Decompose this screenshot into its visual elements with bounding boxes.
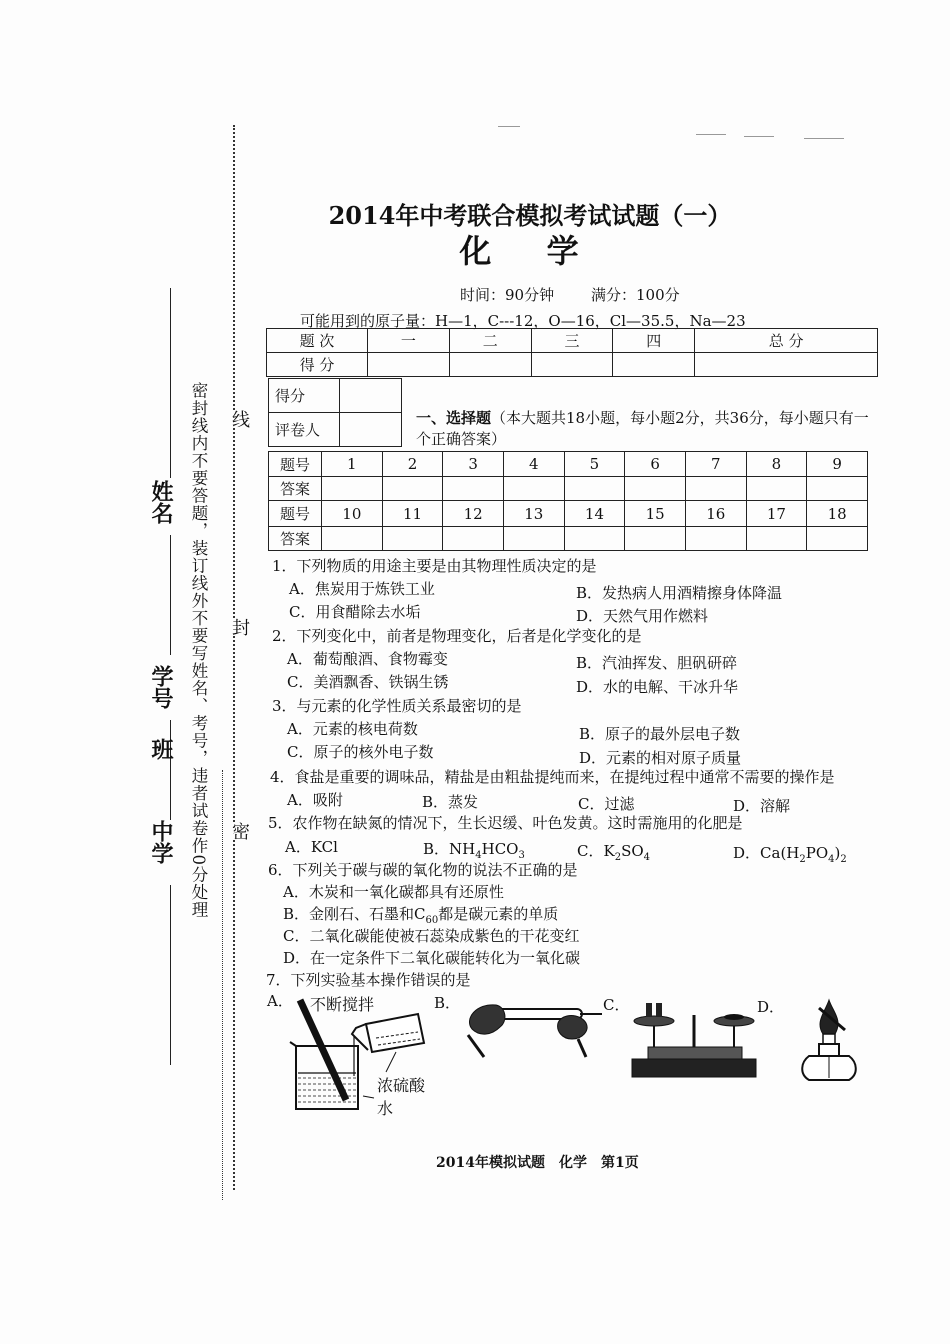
figure-a-label-water: 水 bbox=[377, 1099, 394, 1118]
question-1-option-d: D．天然气用作燃料 bbox=[576, 607, 709, 625]
question-2-option-c: C．美酒飘香、铁锅生锈 bbox=[287, 673, 449, 691]
question-1-stem: 1．下列物质的用途主要是由其物理性质决定的是 bbox=[272, 557, 597, 575]
balance-left-pan bbox=[634, 1016, 674, 1026]
q5-d-sub: 2 bbox=[840, 854, 847, 865]
question-6-option-a: A．木炭和一氧化碳都具有还原性 bbox=[283, 883, 504, 901]
question-7-option-a: A． bbox=[267, 992, 293, 1010]
answer-num: 15 bbox=[625, 501, 686, 527]
answer-cell[interactable] bbox=[807, 527, 868, 551]
question-3-option-a: A．元素的核电荷数 bbox=[287, 720, 418, 738]
q5-b-part: B．NH bbox=[423, 840, 476, 858]
question-7-option-b: B． bbox=[434, 994, 461, 1012]
balance-base bbox=[632, 1059, 756, 1077]
answer-cell[interactable] bbox=[564, 477, 625, 501]
answer-cell[interactable] bbox=[746, 527, 807, 551]
q5-d-part: D．Ca(H bbox=[733, 844, 800, 862]
acid-bottle bbox=[366, 1014, 424, 1052]
exam-time: 时间：90分钟 bbox=[460, 286, 555, 304]
answer-num: 6 bbox=[625, 452, 686, 477]
answer-num: 10 bbox=[322, 501, 383, 527]
answer-cell[interactable] bbox=[807, 477, 868, 501]
field-school-label: 中学 bbox=[148, 820, 174, 864]
q5-b-sub: 3 bbox=[518, 850, 525, 861]
scan-mark bbox=[804, 138, 844, 139]
class-blank bbox=[170, 720, 171, 820]
question-2-option-a: A．葡萄酿酒、食物霉变 bbox=[287, 650, 448, 668]
seal-mark-mi: 密 bbox=[226, 822, 252, 840]
question-4-option-a: A．吸附 bbox=[287, 791, 343, 809]
answer-num-label: 题号 bbox=[269, 452, 322, 477]
exam-title: 2014年中考联合模拟考试试题（一） bbox=[328, 201, 732, 230]
question-2-option-b: B．汽油挥发、胆矾研碎 bbox=[576, 654, 738, 672]
q5-c-sub: 4 bbox=[643, 852, 651, 863]
score-table bbox=[266, 328, 878, 377]
figure-c-balance bbox=[630, 995, 760, 1080]
scan-mark bbox=[696, 134, 726, 135]
atomic-masses: 可能用到的原子量：H—1，C---12，O—16，Cl—35.5，Na—23 bbox=[300, 312, 746, 330]
answer-cell[interactable] bbox=[685, 477, 746, 501]
q6-b-part: 都是碳元素的单质 bbox=[438, 905, 559, 923]
section1-heading bbox=[416, 408, 878, 450]
score-table-row-label: 得 分 bbox=[267, 353, 368, 377]
answer-num: 9 bbox=[807, 452, 868, 477]
right-hand-icon bbox=[558, 1016, 587, 1040]
answer-cell[interactable] bbox=[564, 527, 625, 551]
answer-cell[interactable] bbox=[685, 527, 746, 551]
answer-cell[interactable] bbox=[382, 477, 443, 501]
answer-num: 14 bbox=[564, 501, 625, 527]
answer-cell[interactable] bbox=[382, 527, 443, 551]
answer-num: 7 bbox=[685, 452, 746, 477]
question-6-option-d: D．在一定条件下二氧化碳能转化为一氧化碳 bbox=[283, 949, 581, 967]
answer-num: 1 bbox=[322, 452, 383, 477]
question-1-option-a: A．焦炭用于炼铁工业 bbox=[289, 580, 435, 598]
grader-score-label: 得分 bbox=[269, 379, 340, 413]
score-cell[interactable] bbox=[695, 353, 878, 377]
left-hand-icon bbox=[469, 1005, 504, 1034]
answer-cell[interactable] bbox=[443, 527, 504, 551]
question-6-stem: 6．下列关于碳与碳的氧化物的说法不正确的是 bbox=[268, 861, 578, 879]
seal-mark-feng: 封 bbox=[226, 618, 252, 636]
answer-cell[interactable] bbox=[625, 527, 686, 551]
figure-b-test-tube bbox=[462, 995, 612, 1065]
q5-d-sub: 4 bbox=[828, 854, 835, 865]
score-cell[interactable] bbox=[368, 353, 450, 377]
score-col-1: 一 bbox=[368, 329, 450, 353]
answer-cell[interactable] bbox=[625, 477, 686, 501]
answer-num: 17 bbox=[746, 501, 807, 527]
figure-d-alcohol-lamp bbox=[795, 1000, 865, 1085]
grader-name-label: 评卷人 bbox=[269, 413, 340, 447]
figure-a-label-stir: 不断搅拌 bbox=[310, 995, 375, 1014]
score-col-2: 二 bbox=[449, 329, 531, 353]
scan-mark bbox=[498, 126, 520, 127]
answer-num: 8 bbox=[746, 452, 807, 477]
answer-cell[interactable] bbox=[503, 527, 564, 551]
section1-heading-rest: （本大题共18小题，每小题2分，共36分，每小题只有一个正确答案） bbox=[416, 409, 869, 448]
q5-c-part: C．K bbox=[577, 842, 615, 860]
answer-num: 18 bbox=[807, 501, 868, 527]
grader-name-cell[interactable] bbox=[340, 413, 402, 447]
question-5-option-c bbox=[577, 840, 650, 863]
question-2-option-d: D．水的电解、干冰升华 bbox=[576, 678, 739, 696]
name-blank bbox=[170, 288, 171, 478]
answer-num: 2 bbox=[382, 452, 443, 477]
question-4-option-d: D．溶解 bbox=[733, 797, 791, 815]
answer-num-label: 题号 bbox=[269, 501, 322, 527]
answer-num: 5 bbox=[564, 452, 625, 477]
answer-label: 答案 bbox=[269, 527, 322, 551]
q5-d-sub: 2 bbox=[799, 854, 806, 865]
question-7-stem: 7．下列实验基本操作错误的是 bbox=[266, 971, 471, 989]
score-col-3: 三 bbox=[531, 329, 613, 353]
answer-cell[interactable] bbox=[322, 477, 383, 501]
field-student-no-label: 学号 bbox=[148, 665, 174, 709]
answer-num: 11 bbox=[382, 501, 443, 527]
glass-rod bbox=[300, 1000, 346, 1100]
score-table-row-label: 题 次 bbox=[267, 329, 368, 353]
answer-cell[interactable] bbox=[322, 527, 383, 551]
question-2-stem: 2．下列变化中，前者是物理变化，后者是化学变化的是 bbox=[272, 627, 642, 645]
q5-d-part: ) bbox=[834, 844, 841, 862]
answer-grid bbox=[268, 451, 868, 551]
student-no-blank bbox=[170, 535, 171, 655]
question-7-option-d: D． bbox=[757, 998, 785, 1016]
question-1-option-b: B．发热病人用酒精擦身体降温 bbox=[576, 584, 783, 602]
question-5-stem: 5．农作物在缺氮的情况下，生长迟缓、叶色发黄。这时需施用的化肥是 bbox=[268, 814, 743, 832]
school-blank bbox=[170, 885, 171, 1065]
question-4-stem: 4．食盐是重要的调味品，精盐是由粗盐提纯而来，在提纯过程中通常不需要的操作是 bbox=[270, 768, 835, 786]
question-3-option-b: B．原子的最外层电子数 bbox=[579, 725, 741, 743]
q5-c-sub: 2 bbox=[614, 852, 622, 863]
answer-label: 答案 bbox=[269, 477, 322, 501]
section1-heading-bold: 一、选择题 bbox=[416, 409, 492, 427]
question-3-option-d: D．元素的相对原子质量 bbox=[579, 749, 742, 767]
q6-b-sub: 60 bbox=[425, 915, 439, 926]
answer-num: 3 bbox=[443, 452, 504, 477]
question-3-option-c: C．原子的核外电子数 bbox=[287, 743, 434, 761]
q5-d-part: PO bbox=[805, 844, 829, 862]
question-5-option-a: A．KCl bbox=[285, 838, 338, 856]
question-3-stem: 3．与元素的化学性质关系最密切的是 bbox=[272, 697, 522, 715]
question-1-option-c: C．用食醋除去水垢 bbox=[289, 603, 421, 621]
answer-num: 4 bbox=[503, 452, 564, 477]
answer-cell[interactable] bbox=[746, 477, 807, 501]
q6-b-part: B．金刚石、石墨和C bbox=[283, 905, 426, 923]
q5-c-part: SO bbox=[621, 842, 644, 860]
subject-title: 化 学 bbox=[459, 232, 601, 270]
question-5-option-d bbox=[733, 842, 847, 865]
field-name-label: 姓名 bbox=[148, 480, 174, 524]
page-footer: 2014年模拟试题 化学 第1页 bbox=[436, 1155, 639, 1171]
answer-cell[interactable] bbox=[443, 477, 504, 501]
grader-box bbox=[268, 378, 402, 447]
score-cell[interactable] bbox=[531, 353, 613, 377]
score-cell[interactable] bbox=[613, 353, 695, 377]
full-score: 满分：100分 bbox=[591, 286, 680, 304]
question-4-option-c: C．过滤 bbox=[578, 795, 635, 813]
score-col-total: 总 分 bbox=[695, 329, 878, 353]
question-6-option-c: C．二氧化碳能使被石蕊染成紫色的干花变红 bbox=[283, 927, 580, 945]
score-col-4: 四 bbox=[613, 329, 695, 353]
q5-b-part: HCO bbox=[481, 840, 519, 858]
seal-mark-xian: 线 bbox=[226, 410, 252, 428]
answer-cell[interactable] bbox=[503, 477, 564, 501]
question-4-option-b: B．蒸发 bbox=[422, 793, 479, 811]
binding-dotted-line-outer bbox=[222, 770, 223, 1200]
score-cell[interactable] bbox=[449, 353, 531, 377]
question-6-option-b bbox=[283, 903, 558, 926]
figure-a-label-acid: 浓硫酸 bbox=[377, 1076, 426, 1095]
question-7-option-c: C． bbox=[603, 996, 630, 1014]
grader-score-cell[interactable] bbox=[340, 379, 402, 413]
field-class-label: 班 bbox=[148, 738, 174, 760]
question-5-option-b bbox=[423, 838, 525, 861]
answer-num: 12 bbox=[443, 501, 504, 527]
scan-mark bbox=[744, 136, 774, 137]
q5-b-sub: 4 bbox=[475, 850, 482, 861]
binding-dotted-line bbox=[233, 125, 235, 1190]
answer-num: 16 bbox=[685, 501, 746, 527]
answer-num: 13 bbox=[503, 501, 564, 527]
binding-notice: 密封线内不要答题，装订线外不要写姓名、考号，违者试卷作0分处理 bbox=[189, 382, 208, 919]
